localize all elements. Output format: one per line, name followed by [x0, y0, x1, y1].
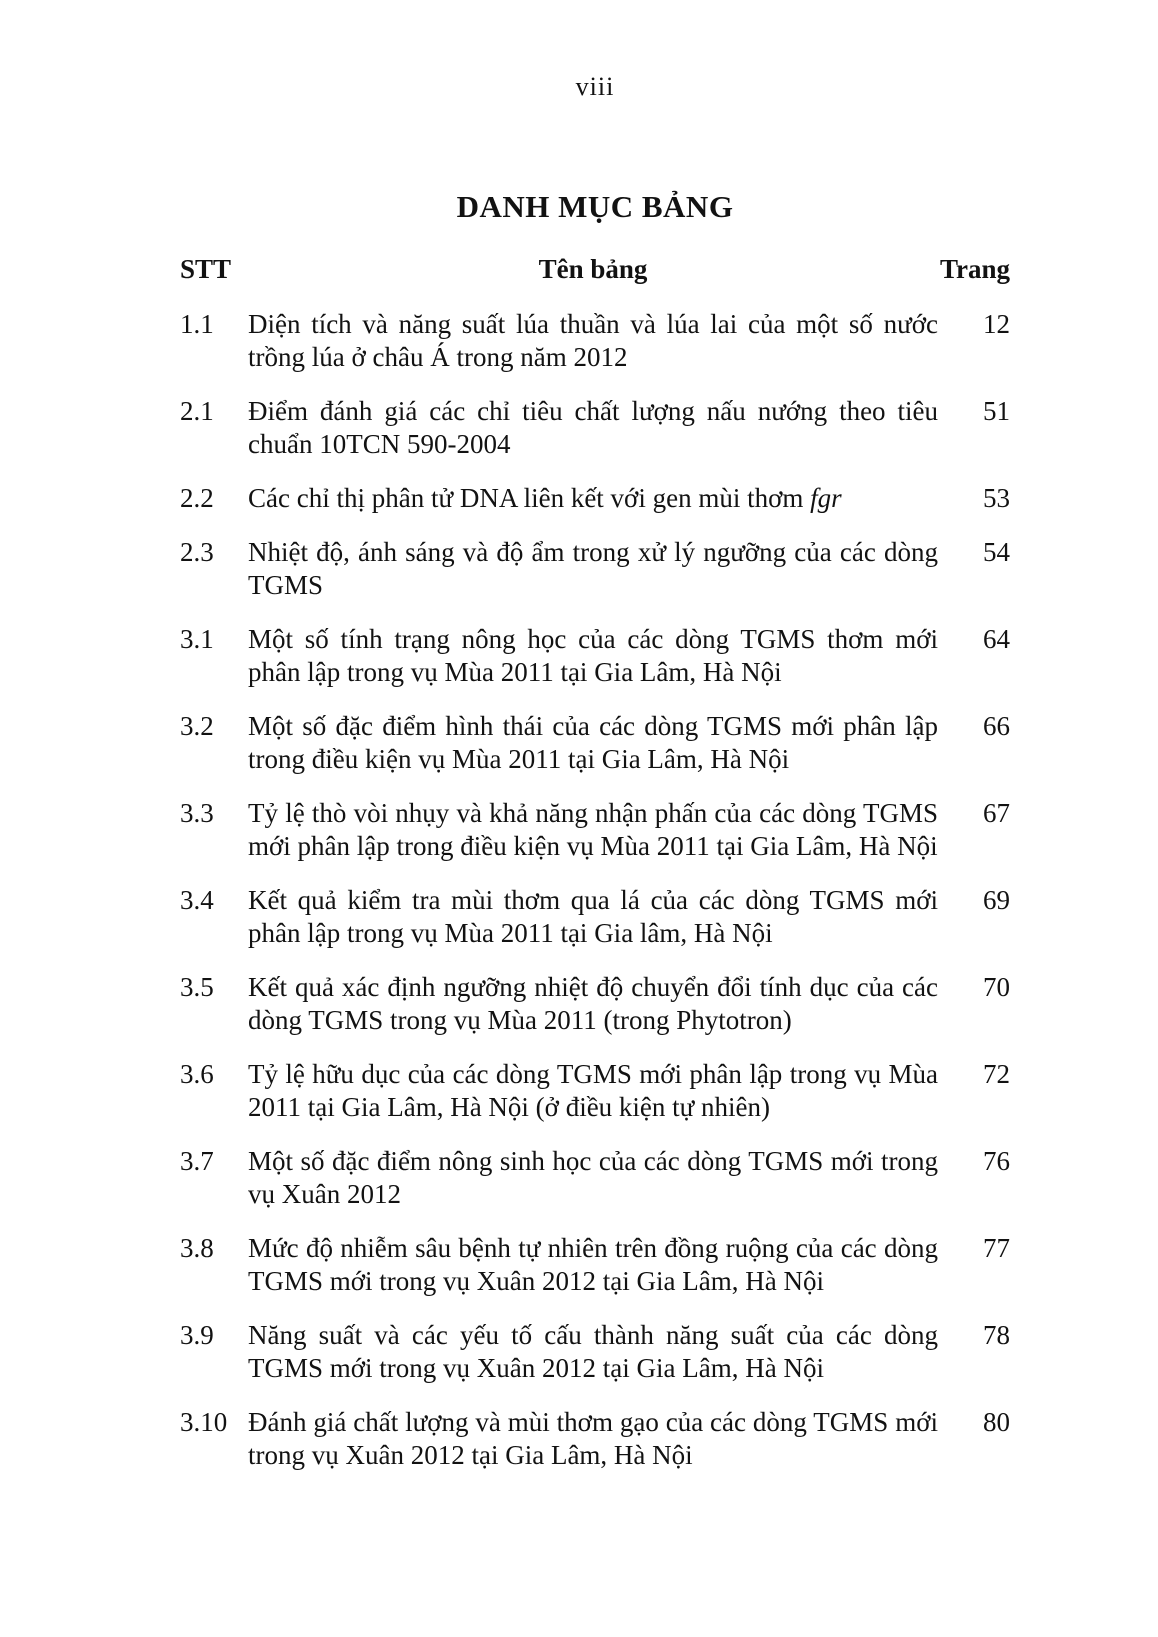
table-header-row	[180, 253, 1010, 286]
row-table-title	[248, 1058, 938, 1124]
page-title: DANH MỤC BẢNG	[456, 189, 734, 224]
row-stt-number: 3.9	[180, 1320, 214, 1350]
row-title-italic-text: fgr	[803, 483, 842, 513]
page-folio-number: viii	[575, 72, 615, 101]
row-title-text: Tỷ lệ hữu dục của các dòng TGMS mới phân lập trong vụ Mùa 2011 tại Gia Lâm, Hà Nội (ở điều kiện tự nhiên)	[248, 1059, 938, 1122]
row-stt-number: 3.1	[180, 624, 214, 654]
row-title-text: Điểm đánh giá các chỉ tiêu chất lượng nấu nướng theo tiêu chuẩn 10TCN 590-2004	[248, 396, 938, 459]
row-stt-number: 3.5	[180, 972, 214, 1002]
row-stt-number: 3.7	[180, 1146, 214, 1176]
row-table-title	[248, 1319, 938, 1385]
row-title-text: Kết quả kiểm tra mùi thơm qua lá của các dòng TGMS mới phân lập trong vụ Mùa 2011 tại Gia lâm, Hà Nội	[248, 885, 938, 948]
row-page-number: 78	[983, 1320, 1010, 1350]
row-table-title	[248, 797, 938, 863]
row-title-text: Diện tích và năng suất lúa thuần và lúa lai của một số nước trồng lúa ở châu Á trong năm 2012	[248, 309, 938, 372]
row-stt-number: 3.2	[180, 711, 214, 741]
table-row	[180, 623, 1010, 689]
table-row	[180, 1406, 1010, 1472]
row-table-title	[248, 536, 938, 602]
row-title-text: Một số tính trạng nông học của các dòng TGMS thơm mới phân lập trong vụ Mùa 2011 tại Gia Lâm, Hà Nội	[248, 624, 938, 687]
row-page-number: 69	[983, 885, 1010, 915]
row-page-number: 54	[983, 537, 1010, 567]
row-table-title	[248, 1232, 938, 1298]
row-stt-number: 3.4	[180, 885, 214, 915]
row-title-text: Mức độ nhiễm sâu bệnh tự nhiên trên đồng ruộng của các dòng TGMS mới trong vụ Xuân 2012 tại Gia Lâm, Hà Nội	[248, 1233, 938, 1296]
row-table-title	[248, 395, 938, 461]
row-page-number: 80	[983, 1407, 1010, 1437]
table-row	[180, 1319, 1010, 1385]
row-table-title	[248, 308, 938, 374]
header-trang: Trang	[939, 254, 1010, 284]
row-table-title	[248, 971, 938, 1037]
row-title-text: Tỷ lệ thò vòi nhụy và khả năng nhận phấn của các dòng TGMS mới phân lập trong điều kiện vụ Mùa 2011 tại Gia Lâm, Hà Nội	[248, 798, 938, 861]
row-title-text: Đánh giá chất lượng và mùi thơm gạo của các dòng TGMS mới trong vụ Xuân 2012 tại Gia Lâm, Hà Nội	[248, 1407, 938, 1470]
row-table-title	[248, 884, 938, 950]
table-row	[180, 1145, 1010, 1211]
row-title-text: Kết quả xác định ngưỡng nhiệt độ chuyển đổi tính dục của các dòng TGMS trong vụ Mùa 2011 (trong Phytotron)	[248, 972, 938, 1035]
row-stt-number: 3.3	[180, 798, 214, 828]
table-row	[180, 395, 1010, 461]
row-stt-number: 3.10	[180, 1407, 228, 1437]
row-title-text: Nhiệt độ, ánh sáng và độ ẩm trong xử lý ngưỡng của các dòng TGMS	[248, 537, 938, 600]
row-page-number: 12	[983, 309, 1010, 339]
row-title-text: Năng suất và các yếu tố cấu thành năng suất của các dòng TGMS mới trong vụ Xuân 2012 tại Gia Lâm, Hà Nội	[248, 1320, 938, 1383]
row-stt-number: 2.3	[180, 537, 214, 567]
table-row	[180, 710, 1010, 776]
table-row	[180, 1232, 1010, 1298]
row-stt-number: 2.1	[180, 396, 214, 426]
table-row	[180, 884, 1010, 950]
page-content	[180, 72, 1010, 1472]
row-stt-number: 3.6	[180, 1059, 214, 1089]
header-stt: STT	[180, 254, 232, 284]
header-ten-bang: Tên bảng	[538, 254, 648, 284]
row-stt-number: 3.8	[180, 1233, 214, 1263]
row-page-number: 72	[983, 1059, 1010, 1089]
row-title-text: Một số đặc điểm nông sinh học của các dòng TGMS mới trong vụ Xuân 2012	[248, 1146, 938, 1209]
row-page-number: 76	[983, 1146, 1010, 1176]
row-page-number: 77	[983, 1233, 1010, 1263]
row-page-number: 64	[983, 624, 1010, 654]
row-page-number: 51	[983, 396, 1010, 426]
table-row	[180, 482, 1010, 515]
row-page-number: 70	[983, 972, 1010, 1002]
row-title-text: Các chỉ thị phân tử DNA liên kết với gen mùi thơm	[248, 483, 804, 513]
row-page-number: 53	[983, 483, 1010, 513]
row-table-title	[248, 710, 938, 776]
table-of-tables	[180, 308, 1010, 1472]
table-row	[180, 797, 1010, 863]
row-title-text: Một số đặc điểm hình thái của các dòng TGMS mới phân lập trong điều kiện vụ Mùa 2011 tại Gia Lâm, Hà Nội	[248, 711, 938, 774]
table-row	[180, 971, 1010, 1037]
row-stt-number: 2.2	[180, 483, 214, 513]
table-row	[180, 308, 1010, 374]
row-table-title	[248, 1406, 938, 1472]
table-row	[180, 1058, 1010, 1124]
row-table-title	[248, 623, 938, 689]
row-table-title	[248, 1145, 938, 1211]
row-table-title	[248, 482, 938, 515]
row-page-number: 67	[983, 798, 1010, 828]
row-page-number: 66	[983, 711, 1010, 741]
row-stt-number: 1.1	[180, 309, 214, 339]
table-row	[180, 536, 1010, 602]
